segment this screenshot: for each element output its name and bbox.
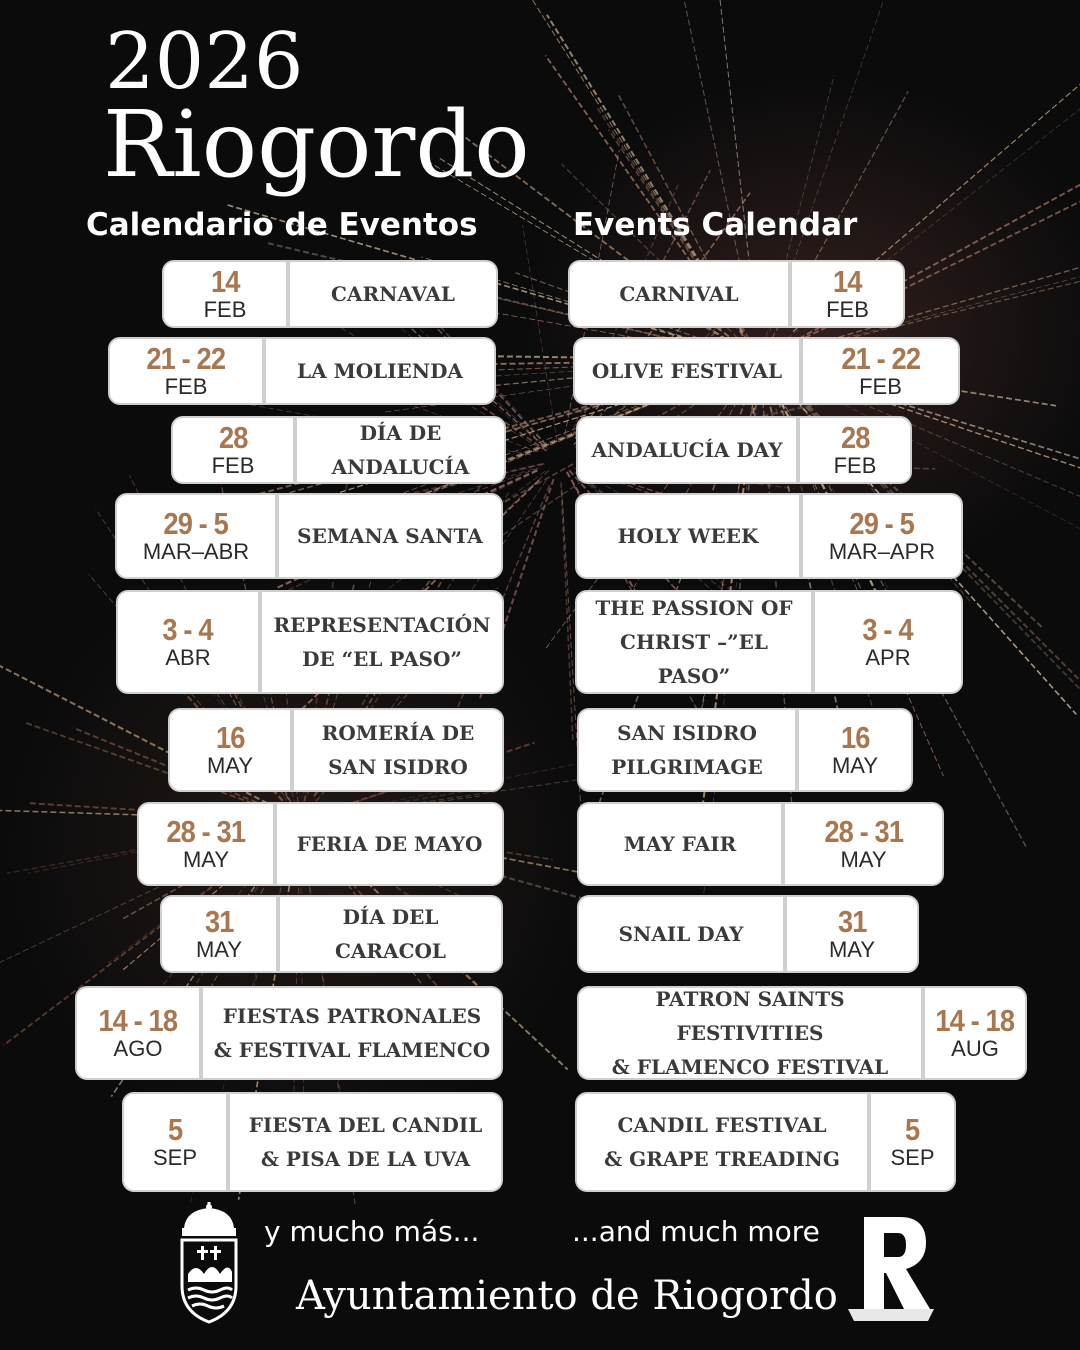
event-card <box>576 416 912 484</box>
event-card <box>171 416 506 484</box>
council-name: Ayuntamiento de Riogordo <box>296 1273 838 1319</box>
event-day: 21 - 22 <box>841 341 920 376</box>
event-name: ROMERÍA DE SAN ISIDRO <box>321 721 475 779</box>
poster-town-title: Riogordo <box>103 91 530 198</box>
event-date <box>787 897 917 971</box>
event-date <box>799 710 911 790</box>
event-day: 31 <box>204 904 234 939</box>
event-date <box>800 418 910 482</box>
event-date <box>110 339 262 403</box>
event-date <box>871 1094 954 1190</box>
event-date <box>139 804 273 884</box>
coat-of-arms-icon <box>176 1202 242 1326</box>
event-day: 16 <box>215 720 245 755</box>
event-month: FEB <box>203 297 247 322</box>
event-date <box>785 804 942 884</box>
event-card <box>115 493 503 579</box>
heading-spanish: Calendario de Eventos <box>86 207 478 243</box>
event-month: MAY <box>195 937 243 962</box>
event-month: MAY <box>206 753 254 778</box>
event-card <box>575 1092 956 1192</box>
event-month: SEP <box>890 1145 935 1170</box>
event-day: 3 - 4 <box>862 612 914 647</box>
event-month: MAY <box>831 753 879 778</box>
event-month: AGO <box>113 1036 163 1061</box>
event-date <box>925 988 1025 1078</box>
event-date <box>803 339 958 403</box>
event-name: OLIVE FESTIVAL <box>591 359 783 383</box>
event-day: 28 - 31 <box>824 814 903 849</box>
event-name: FIESTA DEL CANDIL & PISA DE LA UVA <box>248 1113 483 1171</box>
event-card <box>575 590 963 694</box>
event-day: 16 <box>840 720 870 755</box>
event-day: 14 - 18 <box>98 1003 178 1038</box>
event-name: SEMANA SANTA <box>297 524 483 548</box>
heading-english: Events Calendar <box>573 207 858 243</box>
event-name: HOLY WEEK <box>617 524 759 548</box>
event-date <box>118 592 258 692</box>
event-card <box>577 986 1027 1080</box>
event-day: 21 - 22 <box>146 341 226 376</box>
event-month: APR <box>865 645 911 670</box>
event-name: LA MOLIENDA <box>297 359 463 383</box>
event-name: SAN ISIDRO PILGRIMAGE <box>611 721 763 779</box>
riogordo-r-logo <box>846 1215 936 1323</box>
event-date <box>164 262 286 326</box>
event-day: 14 - 18 <box>935 1003 1015 1038</box>
event-day: 14 <box>833 264 862 299</box>
event-date <box>170 710 290 790</box>
event-card <box>575 493 963 579</box>
event-date <box>173 418 293 482</box>
event-day: 14 <box>210 264 240 299</box>
event-month: ABR <box>165 645 211 670</box>
event-date <box>77 988 199 1078</box>
event-date <box>792 262 903 326</box>
event-month: MAY <box>828 937 876 962</box>
event-month: MAY <box>182 847 230 872</box>
event-month: FEB <box>164 374 208 399</box>
event-month: MAR–ABR <box>142 539 250 564</box>
event-day: 31 <box>837 904 867 939</box>
event-date <box>124 1094 226 1190</box>
event-card <box>168 708 504 792</box>
event-card <box>577 895 919 973</box>
footer-more-english: ...and much more <box>572 1215 820 1248</box>
event-card <box>108 337 496 405</box>
event-name: FERIA DE MAYO <box>296 832 483 856</box>
event-date <box>803 495 961 577</box>
event-month: FEB <box>211 453 255 478</box>
event-date <box>162 897 276 971</box>
event-name: CARNAVAL <box>331 282 455 306</box>
event-month: FEB <box>833 453 877 478</box>
event-day: 28 - 31 <box>166 814 246 849</box>
event-card <box>75 986 503 1080</box>
event-card <box>137 802 504 886</box>
event-date <box>815 592 961 692</box>
event-name: CANDIL FESTIVAL & GRAPE TREADING <box>604 1113 840 1171</box>
event-card <box>573 337 960 405</box>
event-name: THE PASSION OF CHRIST –”EL PASO” <box>595 596 793 688</box>
event-name: DÍA DEL CARACOL <box>335 905 446 963</box>
event-month: MAY <box>840 847 887 872</box>
event-day: 29 - 5 <box>849 506 915 541</box>
event-name: CARNIVAL <box>619 282 739 306</box>
event-name: MAY FAIR <box>623 832 737 856</box>
event-card <box>577 802 944 886</box>
event-month: FEB <box>859 374 902 399</box>
event-name: DÍA DE ANDALUCÍA <box>331 421 470 479</box>
event-card <box>577 708 913 792</box>
event-name: ANDALUCÍA DAY <box>591 438 783 462</box>
event-day: 3 - 4 <box>162 612 214 647</box>
event-date <box>117 495 275 577</box>
event-day: 5 <box>905 1112 920 1147</box>
event-name: FIESTAS PATRONALES & FESTIVAL FLAMENCO <box>213 1004 491 1062</box>
event-month: SEP <box>152 1145 198 1170</box>
firework-streak <box>561 482 573 739</box>
event-card <box>122 1092 503 1192</box>
event-day: 29 - 5 <box>163 506 229 541</box>
event-day: 28 <box>840 420 870 455</box>
event-name: SNAIL DAY <box>618 922 744 946</box>
footer-more-spanish: y mucho más... <box>264 1215 480 1248</box>
event-day: 28 <box>218 420 248 455</box>
poster-year: 2026 <box>105 17 304 107</box>
event-card <box>116 590 504 694</box>
event-month: MAR–APR <box>828 539 936 564</box>
event-month: FEB <box>826 297 869 322</box>
event-card <box>568 260 905 328</box>
event-name: PATRON SAINTS FESTIVITIES & FLAMENCO FESTIVAL <box>611 987 889 1079</box>
event-card <box>160 895 503 973</box>
event-name: REPRESENTACIÓN DE “EL PASO” <box>273 613 491 671</box>
firework-streak <box>523 225 557 441</box>
event-day: 5 <box>167 1112 183 1147</box>
event-month: AUG <box>951 1036 999 1061</box>
event-card <box>162 260 498 328</box>
